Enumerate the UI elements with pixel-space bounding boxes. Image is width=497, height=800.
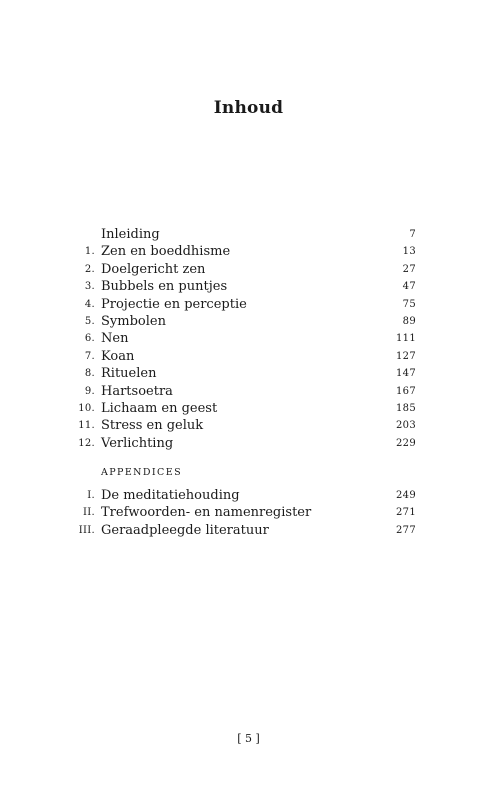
toc-entry[interactable] [0,348,497,365]
toc-entry[interactable] [0,400,497,417]
page-number: 7 [409,229,416,240]
page-number: 47 [402,281,416,293]
page-number: 89 [402,315,416,327]
toc-entry[interactable] [0,243,497,260]
page-number: 111 [396,333,416,345]
appendix-number: I. [87,490,95,501]
chapter-title: Stress en geluk [101,418,204,434]
chapter-number: 6. [84,333,95,345]
chapter-title: Verlichting [101,435,174,451]
page-number: 277 [396,524,416,536]
toc-entry[interactable] [0,296,497,313]
appendix-title: Trefwoorden- en namenregister [101,505,312,521]
page-number: 229 [396,437,416,449]
page-number: 13 [402,246,416,258]
toc-entry[interactable] [0,278,497,295]
chapter-title: Symbolen [101,313,166,329]
toc-entry[interactable] [0,330,497,347]
chapter-number: 7. [84,350,95,362]
chapter-title: Koan [101,348,135,364]
chapter-number: 4. [84,298,95,310]
chapter-number: 9. [84,385,95,397]
chapter-number: 1. [84,246,95,258]
toc-entry[interactable] [0,313,497,330]
chapter-title: Rituelen [101,366,157,382]
chapter-title: Bubbels en puntjes [101,279,228,295]
toc-entry[interactable] [0,417,497,434]
chapter-title: Zen en boeddhisme [101,244,231,260]
appendix-title: Geraadpleegde literatuur [101,522,269,538]
chapter-title: Projectie en perceptie [101,296,247,312]
chapter-number: 10. [78,402,95,414]
chapter-title: Nen [101,331,129,347]
appendices-list [0,487,497,539]
toc-entry[interactable] [0,522,497,539]
toc-entry[interactable] [0,226,497,243]
page-number: 203 [396,420,416,432]
page-number: 271 [396,507,416,519]
page-number: 249 [396,490,416,501]
page-title: Inhoud [213,98,284,118]
toc-entry[interactable] [0,383,497,400]
chapter-title: Hartsoetra [101,383,173,399]
page-number: 167 [396,385,416,397]
page-number: 127 [396,350,416,362]
chapter-number: 8. [84,368,95,380]
toc-entry[interactable] [0,487,497,504]
page-number: 185 [396,402,416,414]
chapter-number: 11. [78,420,95,432]
chapter-number: 3. [84,281,95,293]
page-folio: [ 5 ] [237,732,260,745]
toc-entry[interactable] [0,365,497,382]
chapter-title: Doelgericht zen [101,261,206,277]
toc-entry[interactable] [0,435,497,452]
appendices-heading: APPENDICES [101,467,182,478]
chapter-title: Lichaam en geest [101,400,218,416]
chapter-number: 5. [84,315,95,327]
chapter-number: 12. [78,437,95,449]
toc-entry[interactable] [0,261,497,278]
appendix-number: II. [83,507,95,519]
page-number: 147 [396,368,416,380]
appendix-title: De meditatiehouding [101,488,240,503]
chapter-title: Inleiding [101,227,160,242]
chapter-number: 2. [84,263,95,275]
appendix-number: III. [78,524,95,536]
toc-entry[interactable] [0,504,497,521]
table-of-contents [0,226,497,452]
page-number: 27 [402,263,416,275]
page-number: 75 [402,298,416,310]
